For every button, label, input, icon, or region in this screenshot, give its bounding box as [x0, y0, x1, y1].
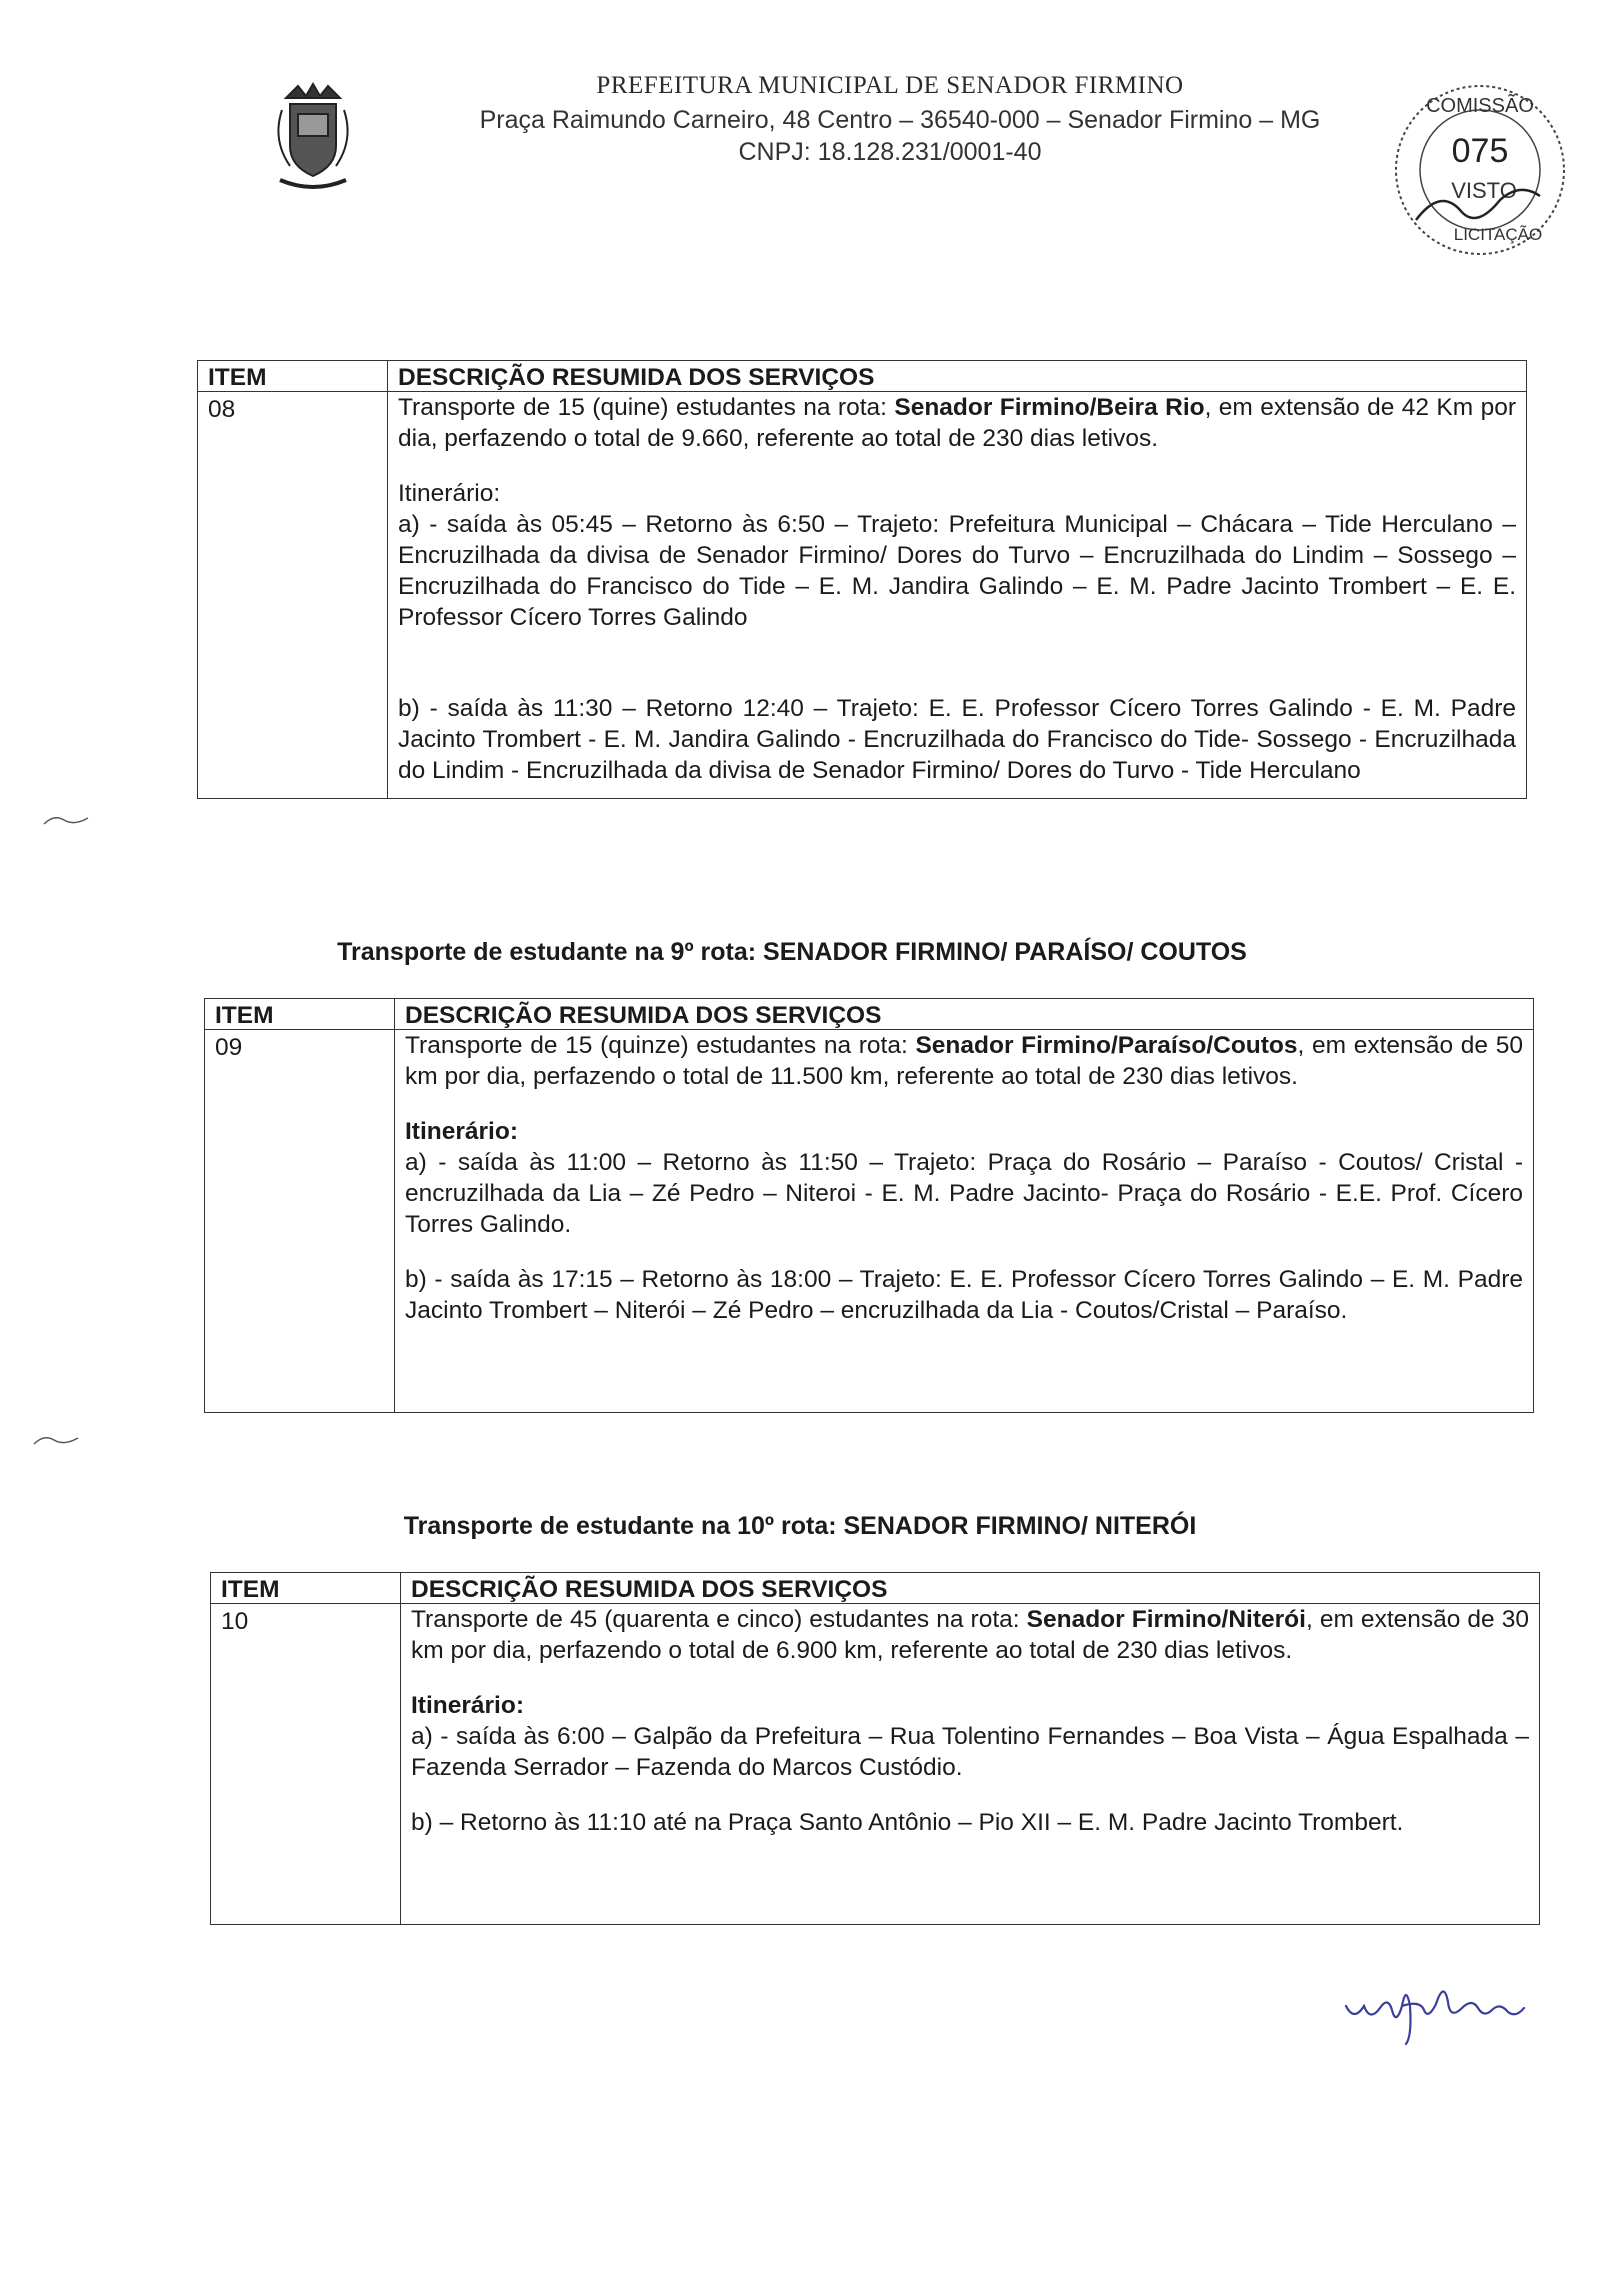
itinerary-b: b) – Retorno às 11:10 até na Praça Santo Antônio – Pio XII – E. M. Padre Jacinto Trombert.: [411, 1809, 1404, 1836]
itinerary-a: a) - saída às 05:45 – Retorno às 6:50 – Trajeto: Prefeitura Municipal – Chácara – Tide Herculano – Encruzilhada da divisa de Senador Firmino/ Dores do Turvo – Encruzilhada do Lindim – Sossego – Encruzilhada do Francisco do Tide – E. M. Jandira Galindo – E. M. Padre Jacinto Trombert – E. E. Professor Cícero Torres Galindo: [398, 511, 1516, 631]
item-number: 09: [205, 1030, 395, 1413]
item-summary: Transporte de 15 (quinze) estudantes na rota: Senador Firmino/Paraíso/Coutos, em extensão de 50 km por dia, perfazendo o total de 11.500 km, referente ao total de 230 dias letivos.: [405, 1032, 1523, 1090]
item-description: [395, 1030, 1534, 1413]
letterhead-address: Praça Raimundo Carneiro, 48 Centro – 36540-000 – Senador Firmino – MG: [479, 106, 1321, 134]
item-number: 10: [211, 1604, 401, 1925]
itinerary-a: a) - saída às 6:00 – Galpão da Prefeitura – Rua Tolentino Fernandes – Boa Vista – Água Espalhada – Fazenda Serrador – Fazenda do Marcos Custódio.: [411, 1723, 1529, 1781]
item-number: 08: [198, 392, 388, 799]
stamp-top-text: COMISSÃO: [1426, 95, 1534, 117]
header-description: DESCRIÇÃO RESUMIDA DOS SERVIÇOS: [395, 999, 1534, 1030]
item-summary: Transporte de 15 (quine) estudantes na rota: Senador Firmino/Beira Rio, em extensão de 42 Km por dia, perfazendo o total de 9.660, referente ao total de 230 dias letivos.: [398, 394, 1517, 452]
stamp-bottom-text: LICITAÇÃO: [1453, 225, 1543, 244]
itinerary-label: Itinerário:: [405, 1118, 518, 1145]
stamp-visto: VISTO: [1451, 178, 1517, 203]
item-description: [388, 392, 1527, 799]
stamp-number: 075: [1451, 132, 1509, 170]
margin-mark: [40, 810, 100, 830]
table-item-09: [204, 998, 1534, 1413]
table-item-10: [210, 1572, 1540, 1925]
header-description: DESCRIÇÃO RESUMIDA DOS SERVIÇOS: [388, 361, 1527, 392]
item-summary: Transporte de 45 (quarenta e cinco) estudantes na rota: Senador Firmino/Niterói, em extensão de 30 km por dia, perfazendo o total de 6.900 km, referente ao total de 230 dias letivos.: [411, 1606, 1530, 1664]
route-10-title: Transporte de estudante na 10º rota: SENADOR FIRMINO/ NITERÓI: [403, 1512, 1197, 1540]
municipal-crest-icon: [268, 80, 358, 192]
approval-stamp: [1380, 70, 1580, 270]
letterhead-cnpj: CNPJ: 18.128.231/0001-40: [738, 138, 1042, 166]
route-9-title: Transporte de estudante na 9º rota: SENADOR FIRMINO/ PARAÍSO/ COUTOS: [337, 938, 1247, 966]
margin-mark: [30, 1430, 90, 1450]
itinerary-b: b) - saída às 11:30 – Retorno 12:40 – Trajeto: E. E. Professor Cícero Torres Galindo - E. M. Padre Jacinto Trombert - E. M. Jandira Galindo - Encruzilhada do Francisco do Tide- Sossego - Encruzilhada do Lindim - Encruzilhada da divisa de Senador Firmino/ Dores do Turvo - Tide Herculano: [398, 695, 1516, 784]
header-item: ITEM: [205, 999, 395, 1030]
signature: [1340, 1966, 1530, 2046]
item-description: [401, 1604, 1540, 1925]
header-description: DESCRIÇÃO RESUMIDA DOS SERVIÇOS: [401, 1573, 1540, 1604]
itinerary-b: b) - saída às 17:15 – Retorno às 18:00 – Trajeto: E. E. Professor Cícero Torres Galindo – E. M. Padre Jacinto Trombert – Niterói – Zé Pedro – encruzilhada da Lia - Coutos/Cristal – Paraíso.: [405, 1266, 1523, 1324]
itinerary-label: Itinerário:: [411, 1692, 524, 1719]
table-item-08: [197, 360, 1527, 799]
header-item: ITEM: [211, 1573, 401, 1604]
itinerary-label: Itinerário:: [398, 480, 501, 507]
letterhead-title: PREFEITURA MUNICIPAL DE SENADOR FIRMINO: [596, 72, 1184, 99]
itinerary-a: a) - saída às 11:00 – Retorno às 11:50 – Trajeto: Praça do Rosário – Paraíso - Coutos/ Cristal - encruzilhada da Lia – Zé Pedro – Niteroi - E. M. Padre Jacinto- Praça do Rosário - E.E. Prof. Cícero Torres Galindo.: [405, 1149, 1523, 1238]
header-item: ITEM: [198, 361, 388, 392]
